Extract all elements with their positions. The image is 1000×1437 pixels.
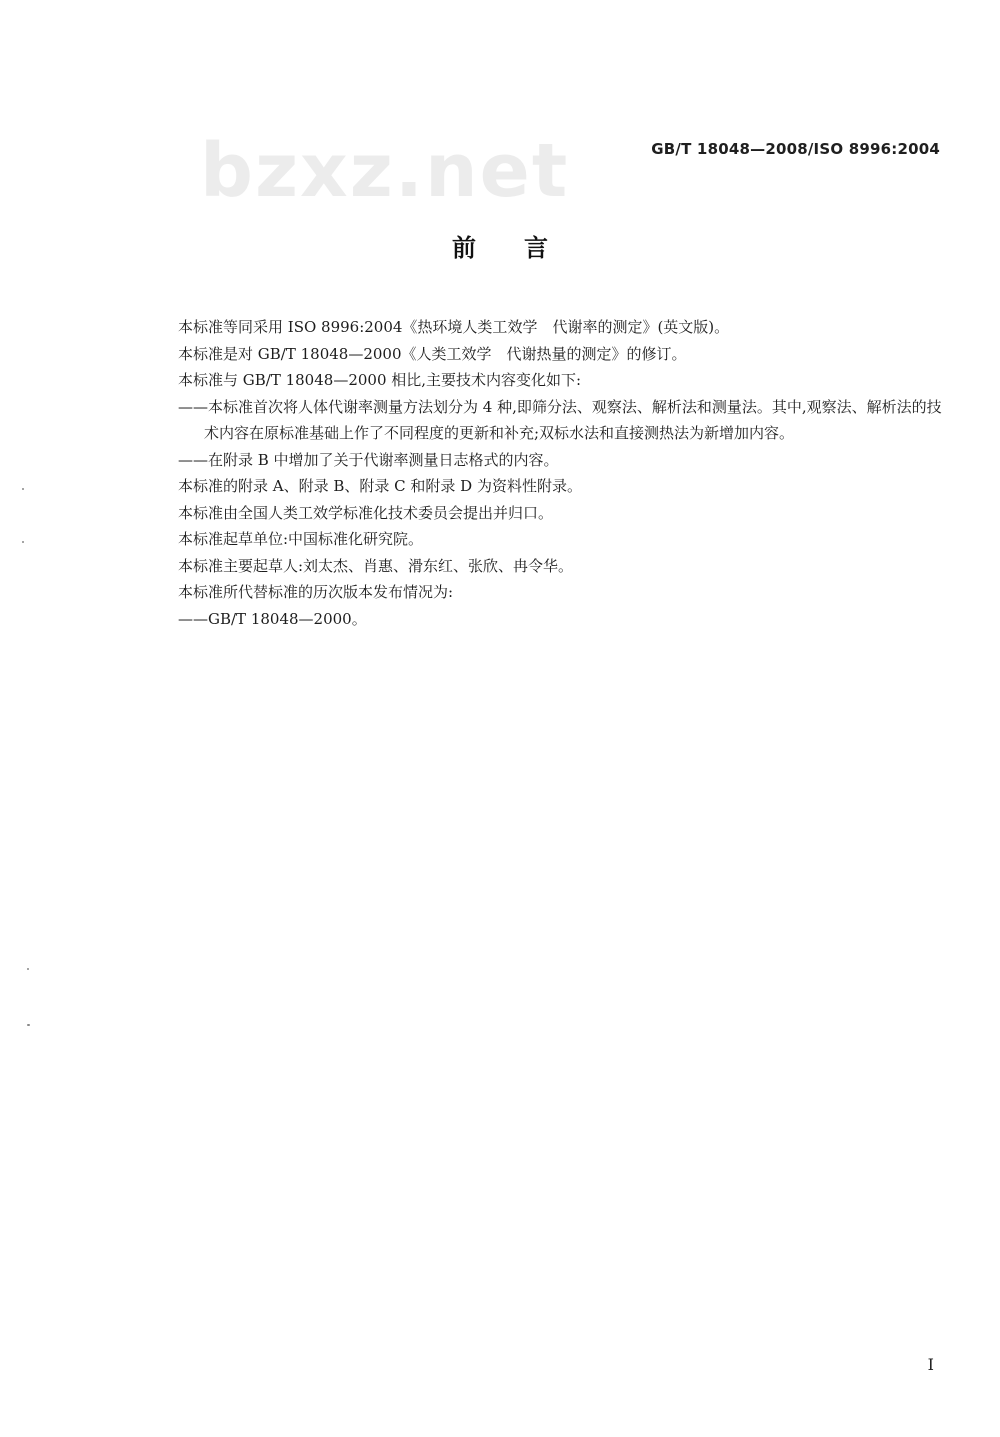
preface-body bbox=[178, 314, 948, 632]
scan-speck bbox=[22, 541, 24, 543]
page-title: 前言 bbox=[452, 234, 596, 262]
scan-speck bbox=[27, 968, 29, 970]
paragraph-drafters: 本标准主要起草人:刘太杰、肖惠、滑东红、张欣、冉令华。 bbox=[178, 556, 574, 575]
scan-speck bbox=[22, 488, 24, 490]
watermark: bzxz.net bbox=[200, 128, 570, 214]
standard-code: GB/T 18048—2008/ISO 8996:2004 bbox=[651, 140, 940, 158]
paragraph-adoption: 本标准等同采用 ISO 8996:2004《热环境人类工效学 代谢率的测定》(英文版)。 bbox=[178, 318, 730, 336]
list-item-change-methods: ——本标准首次将人体代谢率测量方法划分为 4 种,即筛分法、观察法、解析法和测量法。其中,观察法、解析法的技术内容在原标准基础上作了不同程度的更新和补充;双标水法和直接测热法为新增加内容。 bbox=[178, 397, 942, 442]
paragraph-history-intro: 本标准所代替标准的历次版本发布情况为: bbox=[178, 583, 454, 601]
scan-speck bbox=[27, 1024, 30, 1026]
list-item-change-annex-b: ——在附录 B 中增加了关于代谢率测量日志格式的内容。 bbox=[178, 450, 559, 469]
page-number: I bbox=[927, 1355, 934, 1374]
list-item-history: ——GB/T 18048—2000。 bbox=[178, 609, 367, 628]
paragraph-annexes: 本标准的附录 A、附录 B、附录 C 和附录 D 为资料性附录。 bbox=[178, 477, 582, 495]
paragraph-drafting-unit: 本标准起草单位:中国标准化研究院。 bbox=[178, 530, 424, 548]
paragraph-changes-intro: 本标准与 GB/T 18048—2000 相比,主要技术内容变化如下: bbox=[178, 371, 582, 389]
paragraph-proposer: 本标准由全国人类工效学标准化技术委员会提出并归口。 bbox=[178, 503, 554, 522]
paragraph-revision: 本标准是对 GB/T 18048—2000《人类工效学 代谢热量的测定》的修订。 bbox=[178, 344, 687, 363]
